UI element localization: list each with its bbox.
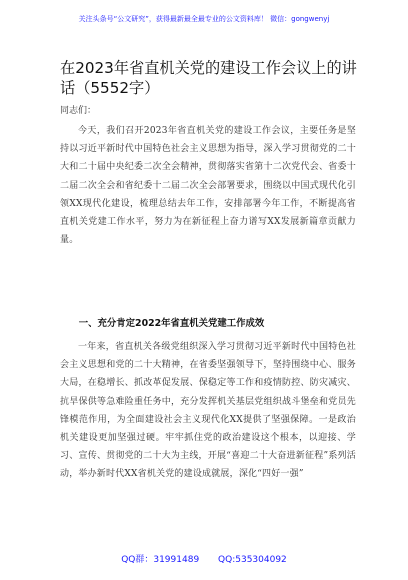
header-banner: 关注头条号“公文研究”，获得最新最全最专业的公文资料库！ 微信：gongwenyj — [78, 15, 330, 23]
salutation: 同志们： — [60, 106, 97, 116]
footer-qq: QQ:535304092 — [218, 555, 287, 565]
paragraph-body: 一年来，省直机关各级党组织深入学习贯彻习近平新时代中国特色社会主义思想和党的二十大精神，在省委坚强领导下，坚持围绕中心、服务大局，在稳增长、抓改革促发展、保稳定等工作和疫情防控、防灾减灾、抗旱保供等急难险重任务中，充分发挥机关基层党组织战斗堡垒和党员先锋模范作用，为全面建设社会主义现代化XX提供了坚强保障。一是政治机关建设更加坚强过硬。牢牢抓住党的政治建设这个根本，以迎接、学习、宣传、贯彻党的二十大为主线，开展“喜迎二十大奋进新征程”系列活动，举办新时代XX省机关党的建设成就展，深化“四好一强” — [60, 342, 356, 480]
document-title: 在2023年省直机关党的建设工作会议上的讲话（5552字） — [60, 59, 357, 97]
footer — [0, 552, 408, 565]
footer-qq-group: QQ群：31991489 — [121, 555, 200, 565]
section-heading: 一、充分肯定2022年省直机关党建工作成效 — [78, 318, 265, 329]
paragraph-intro: 今天，我们召开2023年省直机关党的建设工作会议，主要任务是坚持以习近平新时代中国特色社会主义思想为指导，深入学习贯彻党的二十大和二十届中央纪委二次全会精神，贯彻落实省第十二次党代会、省委十二届二次全会和省纪委十二届二次全会部署要求，围绕以中国式现代化引领XX现代化建设，梳理总结去年工作，安排部署今年工作，不断提高省直机关党建工作水平，努力为在新征程上奋力谱写XX发展新篇章贡献力量。 — [60, 126, 356, 246]
